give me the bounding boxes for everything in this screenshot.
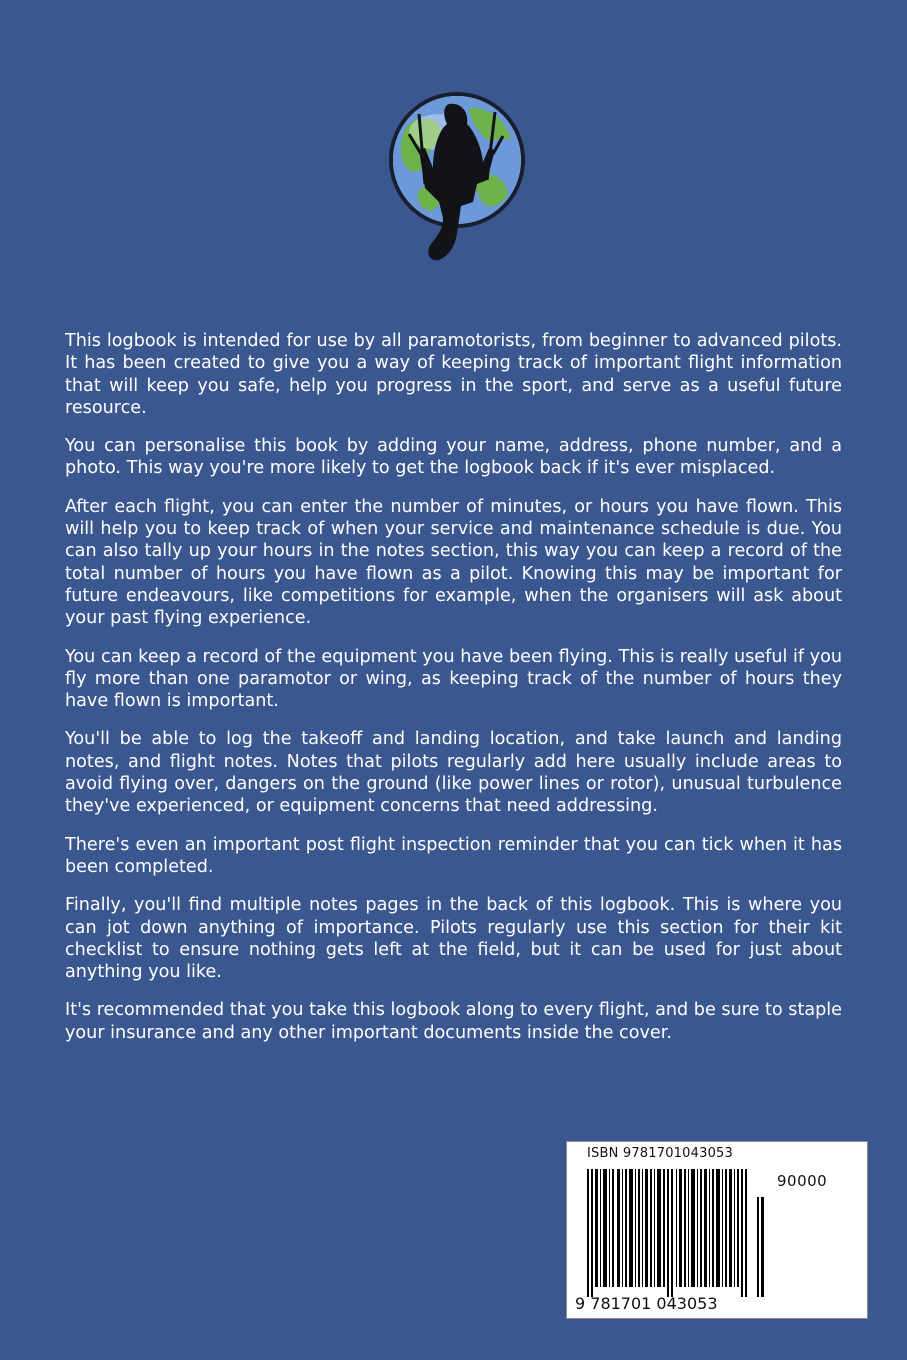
barcode-bars — [587, 1169, 767, 1303]
back-cover-description — [65, 330, 842, 1060]
blurb-paragraph: You can keep a record of the equipment you have been flying. This is really useful if you fly more than one paramotor or wing, as keeping track of the number of hours they have flown is important. — [65, 646, 842, 712]
blurb-paragraph: This logbook is intended for use by all paramotorists, from beginner to advanced pilots. It has been created to give you a way of keeping track of important flight information that will keep you safe, help you progress in the sport, and serve as a useful future resource. — [65, 331, 842, 418]
price-code: 90000 — [777, 1172, 828, 1190]
blurb-paragraph: You'll be able to log the takeoff and landing location, and take launch and landing notes, and flight notes. Notes that pilots regularly add here usually include areas to avoid flying over, dangers on the ground (like power lines or rotor), unusual turbulence they've experienced, or equipment concerns that need addressing. — [65, 729, 842, 817]
paramotor-pilot-globe-icon — [369, 84, 544, 269]
blurb-paragraph: After each flight, you can enter the number of minutes, or hours you have flown. This will help you to keep track of when your service and maintenance schedule is due. You can also tally up your hours in the notes section, this way you can keep a record of the total number of hours you have flown as a pilot. Knowing this may be important for future endeavours, like competitions for example, when the organisers will ask about your past flying experience. — [65, 496, 842, 629]
blurb-paragraph: There's even an important post flight inspection reminder that you can tick when it has been completed. — [65, 834, 842, 877]
barcode-digits: 9 781701 043053 — [575, 1294, 718, 1313]
isbn-barcode — [566, 1141, 868, 1319]
isbn-label: ISBN 9781701043053 — [587, 1146, 733, 1161]
blurb-paragraph: It's recommended that you take this logbook along to every flight, and be sure to staple your insurance and any other important documents inside the cover. — [65, 1000, 842, 1043]
blurb-paragraph: Finally, you'll find multiple notes pages in the back of this logbook. This is where you can jot down anything of importance. Pilots regularly use this section for their kit checklist to ensure nothing gets left at the field, but it can be used for just about anything you like. — [65, 895, 842, 983]
blurb-paragraph: You can personalise this book by adding your name, address, phone number, and a photo. This way you're more likely to get the logbook back if it's ever misplaced. — [65, 436, 842, 479]
